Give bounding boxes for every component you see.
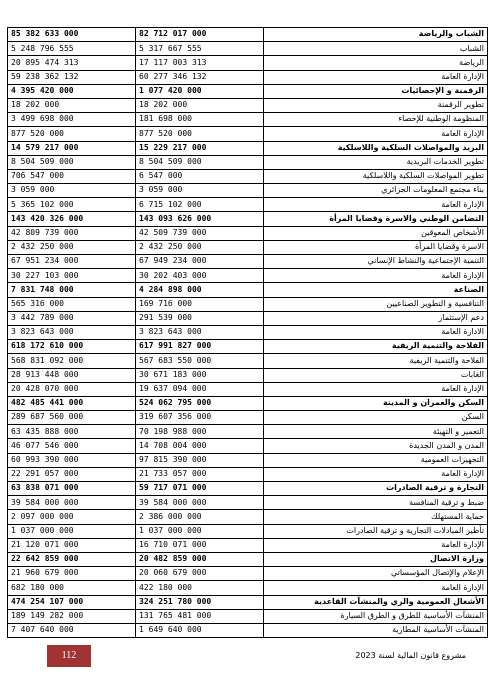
amount-cell-2023: 2 097 000 000 bbox=[8, 510, 136, 524]
section-header-row bbox=[8, 396, 488, 410]
amount-cell-2022: 4 284 898 000 bbox=[136, 283, 264, 297]
amount-cell-2022: 131 765 481 000 bbox=[136, 609, 264, 623]
amount-cell-2023: 7 407 640 000 bbox=[8, 623, 136, 637]
table-row bbox=[8, 425, 488, 439]
item-label: التعمير و التهيئة bbox=[264, 425, 488, 439]
table-row bbox=[8, 184, 488, 198]
amount-cell-2023: 474 254 107 000 bbox=[8, 595, 136, 609]
amount-cell-2022: 617 991 827 000 bbox=[136, 340, 264, 354]
amount-cell-2023: 5 365 102 000 bbox=[8, 198, 136, 212]
amount-cell-2022: 15 229 217 000 bbox=[136, 141, 264, 155]
budget-table-body bbox=[8, 28, 488, 638]
amount-cell-2022: 59 717 071 000 bbox=[136, 482, 264, 496]
item-label: الفلاحة والتنمية الريفية bbox=[264, 354, 488, 368]
table-row bbox=[8, 567, 488, 581]
item-label: الأشخاص المعوقين bbox=[264, 226, 488, 240]
amount-cell-2022: 877 520 000 bbox=[136, 127, 264, 141]
item-label: حماية المستهلك bbox=[264, 510, 488, 524]
amount-cell-2022: 70 198 988 000 bbox=[136, 425, 264, 439]
item-label: الاسرة وقضايا المرأة bbox=[264, 240, 488, 254]
amount-cell-2023: 289 687 560 000 bbox=[8, 411, 136, 425]
table-row bbox=[8, 113, 488, 127]
amount-cell-2022: 524 062 795 000 bbox=[136, 396, 264, 410]
table-row bbox=[8, 368, 488, 382]
item-label: الإدارة العامة bbox=[264, 127, 488, 141]
table-row bbox=[8, 56, 488, 70]
amount-cell-2023: 39 584 000 000 bbox=[8, 496, 136, 510]
table-row bbox=[8, 325, 488, 339]
amount-cell-2023: 706 547 000 bbox=[8, 169, 136, 183]
item-label: الإدارة العامة bbox=[264, 382, 488, 396]
amount-cell-2023: 67 951 234 000 bbox=[8, 255, 136, 269]
table-row bbox=[8, 411, 488, 425]
amount-cell-2023: 21 120 071 000 bbox=[8, 538, 136, 552]
amount-cell-2023: 568 831 092 000 bbox=[8, 354, 136, 368]
item-label: تطوير الخدمات البريدية bbox=[264, 155, 488, 169]
section-header-row bbox=[8, 340, 488, 354]
table-row bbox=[8, 609, 488, 623]
table-row bbox=[8, 510, 488, 524]
amount-cell-2023: 565 316 000 bbox=[8, 297, 136, 311]
table-row bbox=[8, 155, 488, 169]
amount-cell-2022: 2 386 000 000 bbox=[136, 510, 264, 524]
amount-cell-2022: 30 202 403 000 bbox=[136, 269, 264, 283]
amount-cell-2023: 18 202 000 bbox=[8, 98, 136, 112]
amount-cell-2023: 2 432 250 000 bbox=[8, 240, 136, 254]
table-row bbox=[8, 198, 488, 212]
amount-cell-2023: 4 395 420 000 bbox=[8, 84, 136, 98]
amount-cell-2023: 3 499 698 000 bbox=[8, 113, 136, 127]
amount-cell-2022: 3 059 000 bbox=[136, 184, 264, 198]
section-header-row bbox=[8, 28, 488, 42]
amount-cell-2022: 20 060 679 000 bbox=[136, 567, 264, 581]
amount-cell-2022: 19 637 094 000 bbox=[136, 382, 264, 396]
amount-cell-2023: 42 809 739 000 bbox=[8, 226, 136, 240]
item-label: الإعلام والإتصال المؤسساتي bbox=[264, 567, 488, 581]
table-row bbox=[8, 226, 488, 240]
table-row bbox=[8, 496, 488, 510]
item-label: ضبط و ترقية المنافسة bbox=[264, 496, 488, 510]
amount-cell-2023: 20 428 070 000 bbox=[8, 382, 136, 396]
amount-cell-2023: 21 960 679 000 bbox=[8, 567, 136, 581]
amount-cell-2023: 60 993 390 000 bbox=[8, 453, 136, 467]
item-label: المنظومة الوطنية للإحصاء bbox=[264, 113, 488, 127]
item-label: تطوير المواصلات السلكية واللاسلكية bbox=[264, 169, 488, 183]
amount-cell-2023: 877 520 000 bbox=[8, 127, 136, 141]
amount-cell-2022: 8 504 509 000 bbox=[136, 155, 264, 169]
table-row bbox=[8, 42, 488, 56]
section-label: التضامن الوطني والاسرة وقضايا المرأة bbox=[264, 212, 488, 226]
section-label: التجارة و ترقية الصادرات bbox=[264, 482, 488, 496]
table-row bbox=[8, 240, 488, 254]
table-row bbox=[8, 311, 488, 325]
item-label: الإدارة العامة bbox=[264, 467, 488, 481]
amount-cell-2023: 85 382 633 000 bbox=[8, 28, 136, 42]
amount-cell-2023: 1 037 000 000 bbox=[8, 524, 136, 538]
section-label: الصناعة bbox=[264, 283, 488, 297]
table-row bbox=[8, 524, 488, 538]
item-label: التنمية الإجتماعية والنشاط الإنساني bbox=[264, 255, 488, 269]
item-label: تأطير المبادلات التجارية و ترقية الصادرات bbox=[264, 524, 488, 538]
amount-cell-2023: 5 248 796 555 bbox=[8, 42, 136, 56]
section-label: الأشغال العمومية والري والمنشآت القاعدية bbox=[264, 595, 488, 609]
section-label: السكن والعمران و المدينة bbox=[264, 396, 488, 410]
table-row bbox=[8, 453, 488, 467]
amount-cell-2022: 67 949 234 000 bbox=[136, 255, 264, 269]
table-row bbox=[8, 623, 488, 637]
table-row bbox=[8, 382, 488, 396]
table-row bbox=[8, 581, 488, 595]
amount-cell-2023: 14 579 217 000 bbox=[8, 141, 136, 155]
table-row bbox=[8, 70, 488, 84]
section-header-row bbox=[8, 84, 488, 98]
table-row bbox=[8, 297, 488, 311]
amount-cell-2023: 189 149 282 000 bbox=[8, 609, 136, 623]
section-label: الفلاحة والتنمية الريفية bbox=[264, 340, 488, 354]
section-label: وزارة الاتصال bbox=[264, 552, 488, 566]
section-label: الشباب والرياضة bbox=[264, 28, 488, 42]
table-row bbox=[8, 439, 488, 453]
amount-cell-2023: 3 442 789 000 bbox=[8, 311, 136, 325]
item-label: المنشآت الأساسية المطارية bbox=[264, 623, 488, 637]
amount-cell-2022: 1 649 640 000 bbox=[136, 623, 264, 637]
amount-cell-2022: 82 712 017 000 bbox=[136, 28, 264, 42]
amount-cell-2023: 30 227 103 000 bbox=[8, 269, 136, 283]
section-header-row bbox=[8, 212, 488, 226]
amount-cell-2022: 1 037 000 000 bbox=[136, 524, 264, 538]
amount-cell-2023: 63 838 071 000 bbox=[8, 482, 136, 496]
amount-cell-2023: 22 291 057 000 bbox=[8, 467, 136, 481]
amount-cell-2023: 482 485 441 000 bbox=[8, 396, 136, 410]
section-header-row bbox=[8, 595, 488, 609]
item-label: التنافسية و التطوير الصناعيين bbox=[264, 297, 488, 311]
section-label: البريد والمواصلات السلكية واللاسلكية bbox=[264, 141, 488, 155]
table-row bbox=[8, 354, 488, 368]
amount-cell-2022: 422 180 000 bbox=[136, 581, 264, 595]
section-label: الرقمنة و الإحصائيات bbox=[264, 84, 488, 98]
item-label: دعم الإستثمار bbox=[264, 311, 488, 325]
item-label: المدن و المدن الجديدة bbox=[264, 439, 488, 453]
item-label: بناء مجتمع المعلومات الجزائري bbox=[264, 184, 488, 198]
amount-cell-2022: 42 509 739 000 bbox=[136, 226, 264, 240]
amount-cell-2023: 618 172 610 000 bbox=[8, 340, 136, 354]
amount-cell-2022: 567 683 550 000 bbox=[136, 354, 264, 368]
amount-cell-2022: 1 077 420 000 bbox=[136, 84, 264, 98]
amount-cell-2023: 59 238 362 132 bbox=[8, 70, 136, 84]
item-label: الإدارة العامة bbox=[264, 269, 488, 283]
footer-title: مشروع قانون المالية لسنة 2023 bbox=[355, 651, 466, 660]
item-label: الشباب bbox=[264, 42, 488, 56]
amount-cell-2023: 28 913 448 000 bbox=[8, 368, 136, 382]
amount-cell-2022: 17 117 003 313 bbox=[136, 56, 264, 70]
item-label: الادارة العامة bbox=[264, 325, 488, 339]
amount-cell-2022: 6 715 102 000 bbox=[136, 198, 264, 212]
amount-cell-2023: 22 642 859 000 bbox=[8, 552, 136, 566]
amount-cell-2023: 8 504 509 000 bbox=[8, 155, 136, 169]
amount-cell-2023: 63 435 888 000 bbox=[8, 425, 136, 439]
amount-cell-2022: 181 698 000 bbox=[136, 113, 264, 127]
amount-cell-2022: 143 093 626 000 bbox=[136, 212, 264, 226]
section-header-row bbox=[8, 141, 488, 155]
table-row bbox=[8, 255, 488, 269]
amount-cell-2023: 7 831 748 000 bbox=[8, 283, 136, 297]
amount-cell-2022: 16 710 071 000 bbox=[136, 538, 264, 552]
budget-table bbox=[7, 27, 488, 638]
table-row bbox=[8, 169, 488, 183]
amount-cell-2023: 682 180 000 bbox=[8, 581, 136, 595]
item-label: المنشآت الأساسية للطرق و الطرق السيارة bbox=[264, 609, 488, 623]
amount-cell-2022: 319 607 356 000 bbox=[136, 411, 264, 425]
table-row bbox=[8, 127, 488, 141]
table-row bbox=[8, 467, 488, 481]
item-label: الإدارة العامة bbox=[264, 538, 488, 552]
item-label: الغابات bbox=[264, 368, 488, 382]
amount-cell-2022: 60 277 346 132 bbox=[136, 70, 264, 84]
amount-cell-2023: 46 077 546 000 bbox=[8, 439, 136, 453]
page-number: 112 bbox=[61, 650, 77, 661]
amount-cell-2022: 14 708 004 000 bbox=[136, 439, 264, 453]
amount-cell-2022: 291 539 000 bbox=[136, 311, 264, 325]
item-label: السكن bbox=[264, 411, 488, 425]
amount-cell-2022: 39 584 000 000 bbox=[136, 496, 264, 510]
amount-cell-2022: 169 716 000 bbox=[136, 297, 264, 311]
amount-cell-2023: 3 059 000 bbox=[8, 184, 136, 198]
item-label: الإدارة العامة bbox=[264, 198, 488, 212]
amount-cell-2023: 3 823 643 000 bbox=[8, 325, 136, 339]
section-header-row bbox=[8, 552, 488, 566]
amount-cell-2022: 324 251 780 000 bbox=[136, 595, 264, 609]
item-label: الرياضة bbox=[264, 56, 488, 70]
amount-cell-2022: 6 547 000 bbox=[136, 169, 264, 183]
amount-cell-2023: 20 895 474 313 bbox=[8, 56, 136, 70]
table-row bbox=[8, 538, 488, 552]
amount-cell-2022: 5 317 667 555 bbox=[136, 42, 264, 56]
page-number-badge bbox=[47, 645, 91, 667]
amount-cell-2022: 21 733 057 000 bbox=[136, 467, 264, 481]
amount-cell-2022: 18 202 000 bbox=[136, 98, 264, 112]
amount-cell-2022: 30 671 183 000 bbox=[136, 368, 264, 382]
section-header-row bbox=[8, 482, 488, 496]
amount-cell-2022: 20 482 859 000 bbox=[136, 552, 264, 566]
amount-cell-2023: 143 420 326 000 bbox=[8, 212, 136, 226]
section-header-row bbox=[8, 283, 488, 297]
table-row bbox=[8, 269, 488, 283]
amount-cell-2022: 97 815 390 000 bbox=[136, 453, 264, 467]
item-label: التجهيزات العمومية bbox=[264, 453, 488, 467]
amount-cell-2022: 3 823 643 000 bbox=[136, 325, 264, 339]
table-row bbox=[8, 98, 488, 112]
item-label: الإدارة العامة bbox=[264, 70, 488, 84]
item-label: الإدارة العامة bbox=[264, 581, 488, 595]
item-label: تطوير الرقمنة bbox=[264, 98, 488, 112]
amount-cell-2022: 2 432 250 000 bbox=[136, 240, 264, 254]
